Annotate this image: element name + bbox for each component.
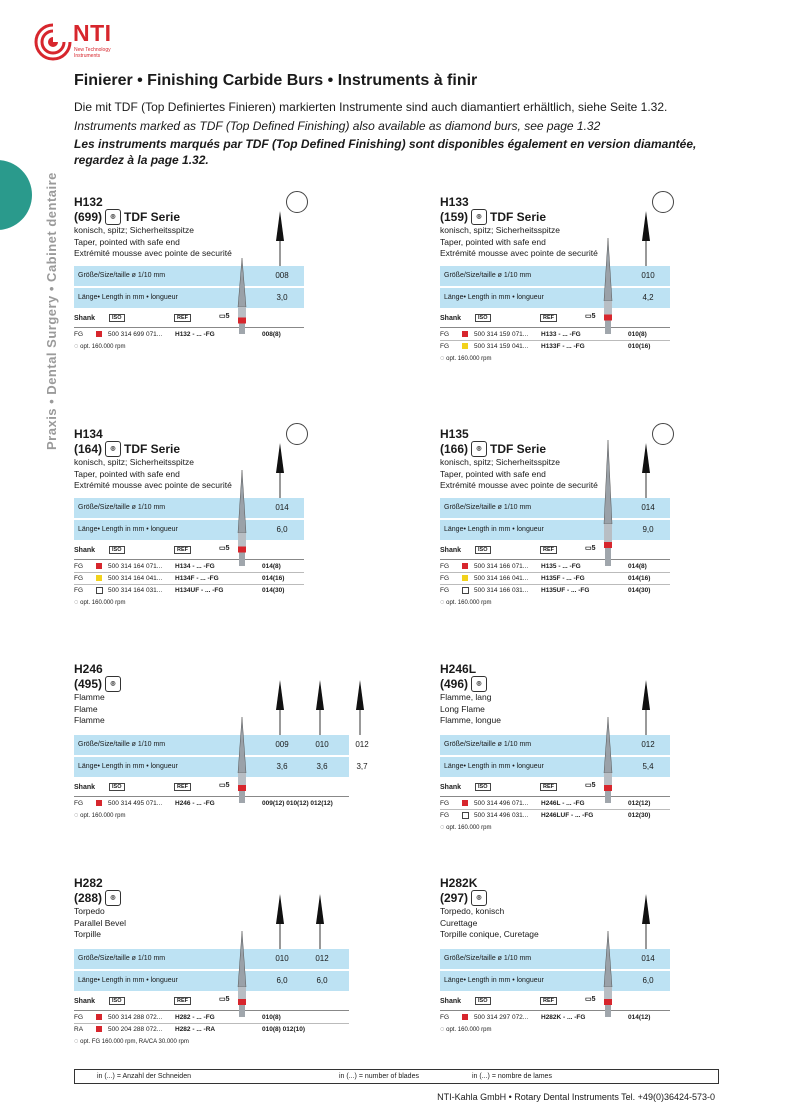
company-line: NTI-Kahla GmbH • Rotary Dental Instruments Tel. +49(0)36424-573-0 [437,1092,715,1102]
bur-image-icon [232,470,252,568]
ref-label: REF [174,314,191,322]
order-size: 014(8) [262,563,281,570]
ring-color-marker [462,331,468,337]
ref-label: REF [540,546,557,554]
legend-fr: in (...) = nombre de lames [472,1073,552,1080]
ref-number: 500 314 164 071... [108,563,163,570]
description-line: Taper, pointed with safe end [74,236,180,247]
size-label: Größe/Size/taille ø 1/10 mm [444,955,532,962]
pack-icon: ▭5 [585,545,596,552]
shank-type: FG [74,331,84,338]
order-code: H282K - ... -FG [541,1014,586,1021]
rpm-note: ◌ opt. 160.000 rpm [74,343,125,350]
shank-label: Shank [74,546,96,554]
shank-type: FG [440,587,450,594]
order-code: H133F - ... -FG [541,343,585,350]
length-label: Länge• Length in mm • longueur [78,763,178,770]
order-row [74,1024,349,1035]
order-code: H246LUF - ... -FG [541,812,594,819]
order-row [440,810,715,821]
description-line: Extrémité mousse avec pointe de securité [74,248,232,258]
size-label: Größe/Size/taille ø 1/10 mm [444,272,532,279]
tdf-badge-icon: ◎ [471,441,487,457]
order-code: H246L - ... -FG [541,800,585,807]
shank-row [74,782,230,791]
length-label: Länge• Length in mm • longueur [444,977,544,984]
order-size: 009(12) 010(12) 012(12) [262,800,333,807]
size-value: 014 [641,503,655,512]
series-label: TDF Serie [490,441,547,456]
size-value: 010 [641,271,655,280]
ring-color-marker [462,587,469,594]
length-value: 6,0 [276,525,288,534]
ref-label: REF [174,783,191,791]
shank-type: FG [440,1014,450,1021]
divider [440,796,670,797]
bur-image-icon [598,238,618,336]
ref-number: 500 314 159 041... [474,343,529,350]
description-line: konisch, spitz; Sicherheitsspitze [440,457,560,467]
length-value: 5,4 [642,762,654,771]
length-value: 3,6 [276,762,288,771]
shank-label: Shank [74,314,96,322]
shank-type: FG [440,800,450,807]
shank-type: FG [440,812,450,819]
size-value: 014 [641,954,655,963]
tdf-badge-icon: ◎ [471,676,487,692]
shank-type: FG [440,343,450,350]
iso-label: ISO [109,314,124,322]
length-label: Länge• Length in mm • longueur [444,294,544,301]
size-value: 012 [315,954,329,963]
order-row [440,585,715,596]
product-h246 [74,662,369,819]
series-label: TDF Serie [124,441,181,456]
bur-image-icon [598,717,618,805]
description-line: Flamme [74,692,105,702]
size-value: 008 [275,271,289,280]
bur-image-icon [232,717,252,805]
bur-profile-icon [640,443,652,498]
rpm-note: ◌ opt. 160.000 rpm [440,599,491,606]
order-code: H134 - ... -FG [175,563,215,570]
length-label: Länge• Length in mm • longueur [78,977,178,984]
ref-number: 500 314 495 071... [108,800,163,807]
size-value: 010 [315,740,329,749]
iso-label: ISO [475,546,490,554]
length-label: Länge• Length in mm • longueur [444,526,544,533]
tdf-badge-icon: ◎ [105,676,121,692]
product-h132 [74,195,349,350]
size-value: 014 [275,503,289,512]
product-number: (495) [74,676,103,691]
description-line: Flame [74,703,98,714]
product-h133 [440,195,715,362]
order-row [440,329,715,340]
description-line: Long Flame [440,703,485,714]
ref-number: 500 314 297 072... [474,1014,529,1021]
order-size: 014(16) [628,575,651,582]
order-code: H246 - ... -FG [175,800,215,807]
size-label: Größe/Size/taille ø 1/10 mm [78,504,166,511]
intro-de: Die mit TDF (Top Definiertes Finieren) markierten Instrumente sind auch diamantiert erhältlich, siehe Seite 1.32. [74,100,668,114]
order-code: H282 - ... -RA [175,1026,216,1033]
shank-row [440,545,596,554]
ring-color-marker [462,1014,468,1020]
ring-color-marker [462,343,468,349]
ref-number: 500 204 288 072... [108,1026,163,1033]
product-code: H132 [74,195,103,209]
order-code: H135UF - ... -FG [541,587,590,594]
brand-tagline: New Technology Instruments [74,47,111,59]
divider [74,1010,349,1011]
divider [440,1010,670,1011]
bur-profile-icon [274,443,286,498]
ref-label: REF [540,314,557,322]
divider [74,796,349,797]
tip-zoom-icon [652,191,674,213]
shank-type: FG [74,575,84,582]
intro-en: Instruments marked as TDF (Top Defined Finishing) also available as diamond burs, see page 1.32 [74,119,601,133]
product-code: H246 [74,662,103,676]
rpm-note: ◌ opt. 160.000 rpm [74,812,125,819]
ring-color-marker [462,812,469,819]
pack-count: 5 [225,996,230,1003]
order-row [440,798,715,809]
ring-color-marker [96,563,102,569]
rpm-note: ◌ opt. 160.000 rpm [440,824,491,831]
product-code: H134 [74,427,103,441]
tdf-badge-icon: ◎ [471,890,487,906]
order-row [74,798,349,809]
product-code: H133 [440,195,469,209]
order-size: 014(16) [262,575,285,582]
ref-number: 500 314 159 071... [474,331,529,338]
shank-label: Shank [440,546,462,554]
ref-label: REF [540,783,557,791]
pack-icon: ▭5 [585,782,596,789]
pack-count: 5 [225,782,230,789]
size-label: Größe/Size/taille ø 1/10 mm [78,741,166,748]
order-code: H135F - ... -FG [541,575,585,582]
bur-profile-icon [274,211,286,266]
order-row [440,573,715,584]
tip-zoom-icon [652,423,674,445]
ref-number: 500 314 496 031... [474,812,529,819]
page-title: Finierer • Finishing Carbide Burs • Instruments à finir [74,72,478,89]
description-line: Flamme, longue [440,715,501,725]
length-value: 3,7 [356,762,368,771]
tdf-badge-icon: ◎ [105,209,121,225]
shank-label: Shank [440,997,462,1005]
rpm-note: ◌ opt. 160.000 rpm [440,1026,491,1033]
pack-count: 5 [591,313,596,320]
order-code: H282 - ... -FG [175,1014,215,1021]
length-label: Länge• Length in mm • longueur [78,294,178,301]
ref-number: 500 314 496 071... [474,800,529,807]
description-line: konisch, spitz; Sicherheitsspitze [74,457,194,467]
pack-icon: ▭5 [219,313,230,320]
length-value: 3,6 [316,762,328,771]
shank-type: FG [74,800,84,807]
product-h282k [440,876,715,1033]
legend-de: in (...) = Anzahl der Schneiden [97,1073,191,1080]
order-size: 010(8) 012(10) [262,1026,305,1033]
order-size: 010(8) [262,1014,281,1021]
bur-profile-icon [314,894,326,949]
pack-icon: ▭5 [219,782,230,789]
pack-icon: ▭5 [585,313,596,320]
product-number: (297) [440,890,469,905]
description-line: Curettage [440,917,478,928]
iso-label: ISO [109,783,124,791]
shank-type: FG [74,563,84,570]
description-line: Flamme [74,715,105,725]
pack-count: 5 [591,996,596,1003]
size-value: 012 [641,740,655,749]
ref-label: REF [540,997,557,1005]
length-value: 4,2 [642,293,654,302]
ref-number: 500 314 166 041... [474,575,529,582]
order-size: 014(30) [628,587,651,594]
pack-icon: ▭5 [585,996,596,1003]
bur-profile-icon [640,894,652,949]
bur-profile-icon [640,211,652,266]
ring-color-marker [462,563,468,569]
ref-number: 500 314 699 071... [108,331,163,338]
pack-icon: ▭5 [219,545,230,552]
product-number: (288) [74,890,103,905]
description-line: Taper, pointed with safe end [74,468,180,479]
product-number: (699) [74,209,103,224]
brand-name: NTI [73,20,112,46]
bur-profile-icon [314,680,326,735]
order-size: 012(30) [628,812,651,819]
pack-icon: ▭5 [219,996,230,1003]
iso-label: ISO [109,546,124,554]
shank-type: FG [440,331,450,338]
description-line: Taper, pointed with safe end [440,236,546,247]
rpm-note: ◌ opt. FG 160.000 rpm, RA/CA 30.000 rpm [74,1038,189,1045]
ring-color-marker [96,575,102,581]
order-row [74,573,349,584]
shank-label: Shank [440,314,462,322]
product-h135 [440,427,715,606]
ref-number: 500 314 288 072... [108,1014,163,1021]
product-number: (166) [440,441,469,456]
tdf-badge-icon: ◎ [105,890,121,906]
pack-count: 5 [591,782,596,789]
description-line: Torpille conique, Curetage [440,929,539,939]
order-row [74,561,349,572]
shank-label: Shank [74,783,96,791]
iso-label: ISO [475,783,490,791]
product-code: H246L [440,662,477,676]
order-row [74,329,349,340]
series-label: TDF Serie [124,209,181,224]
ring-color-marker [462,575,468,581]
order-row [74,585,349,596]
description-line: Torpedo, konisch [440,906,505,916]
product-h282 [74,876,349,1045]
size-label: Größe/Size/taille ø 1/10 mm [78,272,166,279]
size-label: Größe/Size/taille ø 1/10 mm [444,504,532,511]
ref-number: 500 314 166 071... [474,563,529,570]
tdf-badge-icon: ◎ [105,441,121,457]
bur-profile-icon [274,680,286,735]
divider [440,559,670,560]
bur-image-icon [598,440,618,568]
description-line: Torpedo [74,906,105,916]
bur-image-icon [232,258,252,336]
shank-label: Shank [74,997,96,1005]
product-code: H135 [440,427,469,441]
size-value: 010 [275,954,289,963]
tip-zoom-icon [286,423,308,445]
iso-label: ISO [109,997,124,1005]
shank-type: FG [440,563,450,570]
shank-type: RA [74,1026,84,1033]
bur-image-icon [232,931,252,1019]
order-size: 010(16) [628,343,651,350]
ring-color-marker [96,331,102,337]
order-size: 012(12) [628,800,651,807]
product-number: (496) [440,676,469,691]
nti-logo-icon [33,22,73,62]
size-label: Größe/Size/taille ø 1/10 mm [78,955,166,962]
size-value: 009 [275,740,289,749]
shank-label: Shank [440,783,462,791]
order-code: H134UF - ... -FG [175,587,224,594]
description-line: Torpille [74,929,101,939]
blade-legend [74,1069,719,1084]
order-size: 008(8) [262,331,281,338]
ring-color-marker [96,1014,102,1020]
iso-label: ISO [475,997,490,1005]
ref-number: 500 314 164 031... [108,587,163,594]
description-line: Extrémité mousse avec pointe de securité [440,248,598,258]
section-tab [0,160,32,230]
shank-row [74,545,230,554]
ring-color-marker [96,800,102,806]
tdf-badge-icon: ◎ [471,209,487,225]
order-size: 014(30) [262,587,285,594]
description-line: Flamme, lang [440,692,492,702]
bur-profile-icon [274,894,286,949]
order-row [440,341,715,352]
order-code: H133 - ... -FG [541,331,581,338]
shank-type: FG [74,1014,84,1021]
length-value: 6,0 [642,976,654,985]
iso-label: ISO [475,314,490,322]
product-code: H282K [440,876,478,890]
series-label: TDF Serie [490,209,547,224]
length-value: 6,0 [316,976,328,985]
ring-color-marker [96,587,103,594]
description-line: Extrémité mousse avec pointe de securité [440,480,598,490]
product-h134 [74,427,349,606]
order-row [74,1012,349,1023]
order-row [440,561,715,572]
ring-color-marker [462,800,468,806]
bur-image-icon [598,931,618,1019]
divider [440,327,670,328]
ref-number: 500 314 166 031... [474,587,529,594]
length-label: Länge• Length in mm • longueur [78,526,178,533]
pack-count: 5 [591,545,596,552]
order-size: 014(8) [628,563,647,570]
rpm-note: ◌ opt. 160.000 rpm [74,599,125,606]
ring-color-marker [96,1026,102,1032]
legend-en: in (...) = number of blades [339,1073,419,1080]
product-code: H282 [74,876,103,890]
length-value: 3,0 [276,293,288,302]
length-value: 9,0 [642,525,654,534]
size-value: 012 [355,740,369,749]
ref-label: REF [174,997,191,1005]
product-h246l [440,662,715,831]
description-line: konisch, spitz; Sicherheitsspitze [440,225,560,235]
length-value: 6,0 [276,976,288,985]
tip-zoom-icon [286,191,308,213]
shank-type: FG [74,587,84,594]
pack-count: 5 [225,313,230,320]
order-code: H135 - ... -FG [541,563,581,570]
order-code: H132 - ... -FG [175,331,215,338]
shank-row [74,996,230,1005]
order-size: 014(12) [628,1014,651,1021]
shank-row [440,996,596,1005]
description-line: Extrémité mousse avec pointe de securité [74,480,232,490]
length-label: Länge• Length in mm • longueur [444,763,544,770]
order-size: 010(8) [628,331,647,338]
ref-label: REF [174,546,191,554]
description-line: Parallel Bevel [74,917,126,928]
description-line: Taper, pointed with safe end [440,468,546,479]
bur-profile-icon [354,680,366,735]
rpm-note: ◌ opt. 160.000 rpm [440,355,491,362]
description-line: konisch, spitz; Sicherheitsspitze [74,225,194,235]
shank-row [74,313,230,322]
pack-count: 5 [225,545,230,552]
divider [74,327,304,328]
order-code: H134F - ... -FG [175,575,219,582]
bur-profile-icon [640,680,652,735]
ref-number: 500 314 164 041... [108,575,163,582]
shank-type: FG [440,575,450,582]
product-number: (164) [74,441,103,456]
product-number: (159) [440,209,469,224]
shank-row [440,782,596,791]
side-label: Praxis • Dental Surgery • Cabinet dentaire [44,172,59,450]
order-row [440,1012,715,1023]
size-label: Größe/Size/taille ø 1/10 mm [444,741,532,748]
divider [74,559,304,560]
intro-fr: Les instruments marqués par TDF (Top Defined Finishing) sont disponibles également en version diamantée, regardez à la page 1.32. [74,137,697,167]
shank-row [440,313,596,322]
